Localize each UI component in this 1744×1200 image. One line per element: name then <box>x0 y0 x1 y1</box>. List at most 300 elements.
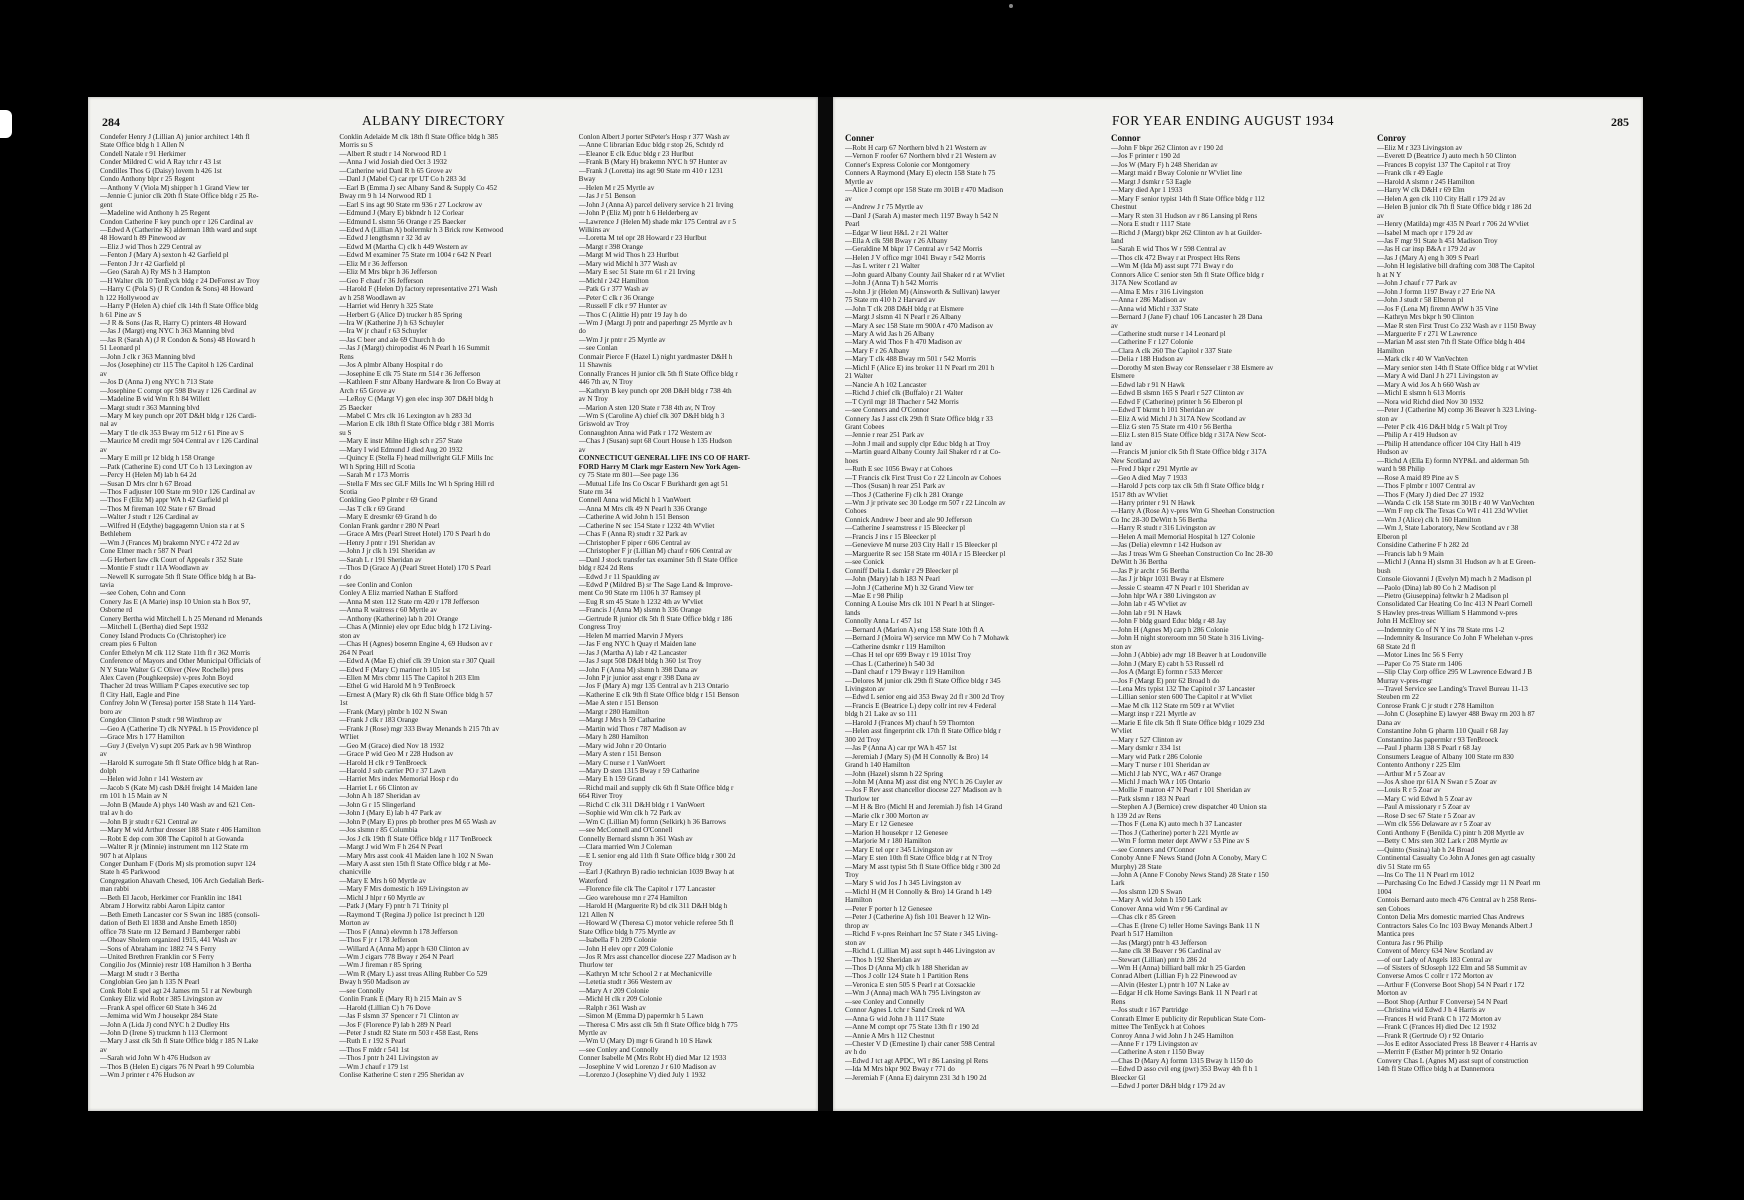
directory-entry: —Mollie F matron 47 N Pearl r 101 Sheridan av <box>1111 786 1251 795</box>
directory-entry: Conley A Eliz married Nathan E Stafford <box>339 589 458 598</box>
directory-entry: —Peter J (Catherine A) fish 101 Beaver h 12 Win- <box>845 913 991 922</box>
directory-entry: —Thos B (Helen E) cigars 76 N Pearl h 99 Columbia <box>100 1062 255 1071</box>
directory-entry: —Harry P (Helen A) chief clk 14th fl State Office bldg <box>100 302 259 311</box>
directory-entry: —Michl r 242 Hamilton <box>578 276 649 285</box>
directory-entry: —Anthony (Katherine) lab h 201 Orange <box>339 614 459 623</box>
directory-entry: —Peter J studt 82 State rm 503 r 458 East, Rens <box>339 1029 479 1038</box>
directory-entry: —Ira W jr chauf r 63 Schuyler <box>339 327 428 336</box>
directory-entry: Conkey Eliz wid Robt r 385 Livingston av <box>100 995 223 1004</box>
directory-entry: Conger Dunham F (Doris M) sls promotion supvr 124 <box>100 859 256 868</box>
directory-entry: —Jas C beer and ale 69 Church h do <box>339 335 445 344</box>
directory-entry: —Wanda C clk 158 State rm 301B r 40 W VanVechten <box>1377 499 1535 508</box>
directory-entry: —John J (Mary E) lab h 47 Park av <box>339 809 442 818</box>
directory-entry: —Harold H clk r 9 TenBroeck <box>339 758 427 767</box>
directory-entry: —Wm C (Lillian M) formn (Selkirk) h 36 Barrows <box>578 817 726 826</box>
directory-entry: Conners A Raymond (Mary E) electn 158 State h 75 <box>845 169 996 178</box>
directory-entry: —Harriet Mrs index Memorial Hosp r do <box>339 775 459 784</box>
directory-entry: —Marie E file clk 5th fl State Office bldg r 1029 23d <box>1111 718 1265 727</box>
directory-entry: —Ralph r 361 Wash av <box>578 1003 646 1012</box>
directory-entry: —Richd J (Margt) bkpr 262 Clinton av h at Guilder- <box>1111 228 1262 237</box>
left-page <box>88 97 818 1111</box>
directory-entry: —Jas (Margt) pntr h 43 Jefferson <box>1111 938 1207 947</box>
directory-entry: Consolidated Car Heating Co Inc 413 N Pearl Cornell <box>1377 600 1533 609</box>
directory-entry: Consumers League of Albany 100 State rm 830 <box>1377 752 1514 761</box>
directory-entry: av <box>845 194 852 203</box>
directory-entry: —Helen J V office mgr 1041 Bway r 542 Morris <box>845 253 986 262</box>
directory-entry: —Peter C clk r 36 Orange <box>578 293 654 302</box>
directory-entry: —Wm J printer r 476 Hudson av <box>100 1071 195 1080</box>
directory-entry: —Thos F mldr r 541 1st <box>339 1045 410 1054</box>
directory-entry: —Michl J lab NYC, WA r 467 Orange <box>1111 769 1222 778</box>
directory-entry: Dana av <box>1377 718 1401 727</box>
directory-entry: —Herbert G (Alice D) trucker h 85 Spring <box>339 310 463 319</box>
directory-entry: h at N Y <box>1377 270 1402 279</box>
directory-entry: Congdon Clinton P studt r 98 Winthrop av <box>100 716 222 725</box>
directory-entry: —Jas F mgr 91 State h 451 Madison Troy <box>1377 236 1498 245</box>
directory-entry: —Purchasing Co Inc Edwd J Cassidy mgr 11 N Pearl rm <box>1377 879 1541 888</box>
directory-entry: —Jos A shoe rpr 61A N Swan r 5 Zoar av <box>1377 777 1497 786</box>
directory-entry: —Thos C (Alittie H) pntr 19 Jay h do <box>578 310 687 319</box>
directory-entry: —Betty C Mrs sten 302 Lark r 208 Myrtle av <box>1377 837 1508 846</box>
directory-entry: —Gertrude R junior clk 5th fl State Office bldg r 186 <box>578 614 733 623</box>
directory-entry: —Anne C librarian Educ bldg r stop 26, Schtdy rd <box>578 141 724 150</box>
directory-entry: —Danl J (Mabel C) car rpr UT Co h 283 3d <box>339 175 466 184</box>
directory-entry: —Chester V D (Ernestine I) chair caner 598 Central <box>845 1040 995 1049</box>
directory-entry: —Richd J chief clk (Buffalo) r 21 Walter <box>845 389 963 398</box>
directory-entry: —Annie A Mrs h 112 Chestnut <box>845 1031 935 1040</box>
directory-entry: Hudson av <box>1377 448 1408 457</box>
directory-entry: —John hlpr WA r 380 Livingston av <box>1111 592 1216 601</box>
directory-entry: —Mary E instr Milne High sch r 257 State <box>339 437 463 446</box>
directory-entry: fl City Hall, Eagle and Pine <box>100 690 180 699</box>
directory-entry: —Jos F printer r 190 2d <box>1111 152 1180 161</box>
directory-entry: —Patk G r 377 Wash av <box>578 285 649 294</box>
directory-entry: —Jos slsmn r 85 Columbia <box>339 826 418 835</box>
directory-entry: —Marion H housekpr r 12 Genesee <box>845 828 948 837</box>
directory-entry: —Catherine A sten r 1150 Bway <box>1111 1048 1205 1057</box>
directory-entry: —Grace A Mrs (Pearl Street Hotel) 170 S Pearl h do <box>339 530 491 539</box>
directory-entry: Condon Catherine F key punch opr r 126 Cardinal av <box>100 217 254 226</box>
directory-entry: —John T clk 208 D&H bldg r at Elsmere <box>845 304 964 313</box>
directory-entry: Grand h 140 Hamilton <box>845 761 910 770</box>
directory-entry: —Edwd M examiner 75 State rm 1004 r 642 N Pearl <box>339 251 492 260</box>
directory-entry: —Marguerite F r 271 W Lawrence <box>1377 329 1477 338</box>
directory-entry: —Helen wid John r 141 Western av <box>100 775 203 784</box>
directory-entry: —Mary M wid Arthur dresser 188 State r 406 Hamilton <box>100 826 261 835</box>
directory-entry: Connors Alice C senior sten 5th fl State Office bldg r <box>1111 270 1264 279</box>
directory-entry: —Travel Service see Landing's Travel Bureau 11-13 <box>1377 685 1528 693</box>
directory-entry: —Thos F (Lena K) auto mech h 37 Lancaster <box>1111 820 1242 829</box>
directory-entry: —Sarah E wid Thos W r 598 Central av <box>1111 245 1226 254</box>
directory-entry: —Marie clk r 300 Morton av <box>845 811 929 820</box>
directory-entry: —Mary E r 12 Genesee <box>845 820 914 829</box>
page-number: 285 <box>1611 115 1629 129</box>
directory-entry: —John G r 15 Slingerland <box>339 800 416 809</box>
directory-entry: —Indemnity Co of N Y ins 78 State rms 1-2 <box>1377 625 1505 634</box>
directory-entry: —Edwd J porter D&H bldg r 179 2d av <box>1111 1082 1226 1091</box>
directory-entry: —Alice J compt opr 158 State rm 301B r 470 Madison <box>845 186 1004 195</box>
directory-entry: Murray v-pres-mgr <box>1377 676 1433 685</box>
directory-entry: —Andrew J r 75 Myrtle av <box>845 203 924 212</box>
directory-entry: —see Connolly <box>339 986 385 995</box>
directory-entry: —Mary C wid Edwd h 5 Zoar av <box>1377 794 1473 803</box>
directory-entry: —Harold J (Frances M) chauf h 59 Thornton <box>845 718 975 727</box>
scan-edge-mark <box>0 110 12 138</box>
directory-entry: —Motor Lines Inc 56 S Ferry <box>1377 651 1464 660</box>
column-heading: Conroy <box>1377 133 1406 143</box>
directory-entry: —Geraldine M bkpr 17 Central av r 542 Morris <box>845 245 983 254</box>
directory-entry: 14th fl State Office bldg h at Dannemora <box>1377 1065 1495 1074</box>
directory-entry: —Jas H car insp B&A r 179 2d av <box>1377 245 1476 254</box>
directory-entry: —Mary h 280 Hamilton <box>578 733 649 742</box>
directory-entry: —Francis lab h 9 Main <box>1377 549 1444 558</box>
directory-entry: —Loretta M tel opr 28 Howard r 23 Hurlbut <box>578 234 707 243</box>
directory-entry: —Michl H (M H Connolly & Bro) 14 Grand h 149 <box>845 887 992 896</box>
directory-entry: —of Sisters of StJoseph 122 Elm and 58 Summit av <box>1377 963 1527 972</box>
directory-entry: —Mary C nurse r 1 VanWoert <box>578 758 666 767</box>
directory-entry: —Edwd J r 11 Spaulding av <box>578 572 660 581</box>
directory-entry: —Jas J treas Wm G Sheehan Construction Co Inc 28-30 <box>1111 549 1273 558</box>
directory-entry: Connell Anna wid Michl h 1 VanWoert <box>578 496 691 505</box>
directory-entry: Coney Island Products Co (Christopher) ice <box>100 631 226 640</box>
directory-entry: dolph <box>100 766 117 775</box>
directory-entry: Conkling Geo P plmbr r 69 Grand <box>339 496 438 505</box>
directory-entry: Livingston av <box>845 685 885 693</box>
directory-entry: 446 7th av, N Troy <box>578 378 633 387</box>
directory-entry: —Mitchell L (Bertha) died Sept 1932 <box>100 623 209 632</box>
directory-entry: —Willard A (Anna M) appr h 630 Clinton av <box>339 944 470 953</box>
directory-entry: Conner Isabelle M (Mrs Robt H) died Mar 12 1933 <box>578 1054 727 1063</box>
directory-entry: ment Co 90 State rm 1106 h 37 Ramsey pl <box>578 589 701 598</box>
directory-entry: —Jas F eng NYC h Quay rl Maiden lane <box>578 640 697 649</box>
directory-entry: —Jas J r 51 Benson <box>578 192 636 201</box>
directory-entry: —Mary A wid John h 150 Lark <box>1111 896 1202 905</box>
directory-entry: —Christopher F jr (Lillian M) chauf r 606 Central av <box>578 547 732 556</box>
directory-entry: —Margt J dsmkr r 53 Eagle <box>1111 177 1192 186</box>
directory-entry: —Jas J (Margt) chiropodist 46 N Pearl h 16 Summit <box>339 344 490 353</box>
directory-entry: —Catherine dsmkr r 119 Hamilton <box>845 642 946 651</box>
directory-entry: —Catherine wid Danl R h 65 Grove av <box>339 166 453 175</box>
directory-entry: —Jas J (Martha A) lab r 42 Lancaster <box>578 648 687 657</box>
directory-entry: —Jacob S (Kate M) cash D&H freight 14 Maiden lane <box>100 783 258 792</box>
directory-entry: —Harold J sub carrier PO r 37 Lawn <box>339 766 446 775</box>
directory-entry: —M H & Bro (Michl H and Jeremiah J) fish 14 Grand <box>845 803 1003 812</box>
directory-entry: —John J jr clk h 191 Sheridan av <box>339 547 436 556</box>
directory-entry: —Jos F (Mary A) mgr 135 Central av h 213 Ontario <box>578 682 729 691</box>
directory-entry: —Chas J (Susan) supt 68 Court House h 135 Hudson <box>578 437 732 446</box>
directory-entry: Mantica pres <box>1377 930 1415 939</box>
directory-entry: —Frank (Mary) plmbr h 102 N Swan <box>339 707 448 716</box>
directory-entry: —Margt M wid Thos h 23 Hurlbut <box>578 251 679 260</box>
directory-entry: —Geo (Sarah A) Ry MS h 3 Hampton <box>100 268 211 277</box>
directory-entry: —Thos F plmbr r 1007 Central av <box>1377 482 1476 491</box>
directory-entry: —see Conners and O'Connor <box>845 406 930 415</box>
directory-entry: —Mutual Life Ins Co Oscar F Burkhardt gen agt 51 <box>578 479 729 488</box>
directory-entry: Conti Anthony F (Benilda C) pintr h 208 Myrtle av <box>1377 828 1525 837</box>
directory-entry: —Margt J wid Wm F h 264 N Pearl <box>339 843 443 852</box>
directory-entry: —LeRoy C (Margt V) gen elec insp 307 D&H bldg h <box>339 395 494 404</box>
directory-entry: —Chas A (Minnie) elev opr Educ bldg h 172 Living- <box>339 623 493 632</box>
directory-entry: —Veronica E sten 505 S Pearl r at Coxsackie <box>845 980 976 989</box>
directory-entry: —Mary J asst clk 5th fl State Office bldg r 185 N Lake <box>100 1037 259 1046</box>
directory-entry: State h 45 Parkwood <box>100 868 160 877</box>
directory-entry: —Robt E dep com 308 The Capitol h at Gowanda <box>100 834 244 843</box>
directory-entry: —Wm R (Mary L) asst treas Alling Rubber Co 529 <box>339 969 488 978</box>
directory-entry: —Mary M asst typist 5th fl State Office bldg r 300 2d <box>845 862 1000 871</box>
directory-entry: —Lorenzo J (Josephine V) died July 1 1932 <box>578 1071 706 1080</box>
directory-entry: —Ethel G wid Harold M h 9 TenBroeck <box>339 682 456 691</box>
directory-entry: —Nora wid Richd died Nov 30 1932 <box>1377 397 1484 406</box>
directory-entry: Troy <box>578 859 593 868</box>
directory-entry: ston av <box>1111 642 1132 651</box>
directory-entry: —Wm J (Alice) clk h 160 Hamilton <box>1377 515 1481 524</box>
directory-entry: —Richd A (Ella E) formn NYP&L and alderman 5th <box>1377 456 1529 465</box>
directory-entry: su S <box>339 428 352 437</box>
directory-entry: —Wm J jr pntr r 25 Myrtle av <box>578 335 666 344</box>
directory-entry: State rm 34 <box>578 488 612 497</box>
directory-entry: Conover Anna wid Wm r 96 Cardinal av <box>1111 904 1228 913</box>
directory-entry: Morton av <box>339 919 370 928</box>
directory-entry: —Francis J ins r 15 Bleecker pl <box>845 532 937 541</box>
directory-entry: —Wm J cigars 778 Bway r 264 N Pearl <box>339 952 454 961</box>
directory-entry: —Richd mail and supply clk 6th fl State Office bldg r <box>578 783 734 792</box>
directory-entry: 300 2d Troy <box>845 735 881 744</box>
directory-entry: bush <box>1377 566 1391 575</box>
directory-entry: —Patk slsmn r 183 N Pearl <box>1111 794 1190 803</box>
directory-entry: —Anna wid Michl r 337 State <box>1111 304 1199 313</box>
directory-entry: 1004 <box>1377 887 1392 896</box>
directory-entry: —Jos E editor Associated Press 18 Beaver r 4 Harris av <box>1377 1040 1538 1049</box>
directory-entry: —Wm M (Ida M) asst supt 771 Bway r do <box>1111 262 1234 271</box>
directory-entry: —Philip H attendance officer 104 City Hall h 419 <box>1377 439 1521 448</box>
directory-entry: —Margt maid r Bway Colonie nr W'vliet line <box>1111 169 1242 178</box>
directory-entry: Console Giovanni J (Evelyn M) mach h 2 Madison pl <box>1377 575 1532 584</box>
directory-entry: —Helen B junior clk 7th fl State Office bldg r 186 2d <box>1377 203 1532 212</box>
directory-entry: Constantino Jas papermkr r 93 TenBroeck <box>1377 735 1498 744</box>
directory-entry: Scotia <box>339 488 358 497</box>
directory-entry: Hamilton <box>1377 346 1405 355</box>
page-number: 284 <box>102 115 120 129</box>
directory-entry: cream pies 6 Fulton <box>100 640 157 649</box>
directory-entry: —John A h 187 Sheridan av <box>339 792 421 801</box>
directory-entry: av <box>100 1045 107 1054</box>
directory-entry: Bway rm 9 h 14 Norwood RD 1 <box>339 192 432 201</box>
directory-entry: —Harry W clk D&H r 69 Elm <box>1377 186 1465 195</box>
directory-entry: —Sarah L r 191 Sheridan av <box>339 555 422 564</box>
directory-entry: av N Troy <box>578 395 608 404</box>
directory-entry: —John P (Mary E) pres pb brother pres M 65 Wash av <box>339 817 497 826</box>
directory-entry: Connaughton Anna wid Patk r 172 Western av <box>578 428 712 437</box>
directory-entry: —Margt r 398 Orange <box>578 242 643 251</box>
directory-entry: —Michl J mach WA r 105 Ontario <box>1111 777 1211 786</box>
directory-entry: Conklin Adelaide M clk 18th fl State Office bldg h 385 <box>339 133 499 141</box>
directory-entry: —Anna J wid Josiah died Oct 3 1932 <box>339 158 447 167</box>
directory-entry: —Edmund L slsmn 56 Orange r 25 Baecker <box>339 217 466 226</box>
directory-entry: —Harry printer r 91 N Hawk <box>1111 499 1196 508</box>
directory-entry: —John P (Eliz M) pntr h 6 Helderberg av <box>578 209 699 218</box>
directory-entry: —Mary A wid Danl J h 271 Livingston av <box>1377 372 1499 381</box>
directory-entry: h 122 Hollywood av <box>100 293 159 302</box>
directory-entry: —Marion E clk 18th fl State Office bldg r 381 Morris <box>339 420 495 429</box>
directory-entry: —Catherine J seamstress r 15 Bleecker pl <box>845 524 966 533</box>
directory-entry: —Mary I wid Edmund J died Aug 20 1932 <box>339 445 463 454</box>
directory-entry: —Marion A sten 120 State r 738 4th av, N Troy <box>578 403 716 412</box>
directory-entry: State Office bldg h 1 Allen N <box>100 141 185 150</box>
directory-entry: —J R & Sons (Jas R, Harry C) printers 48 Howard <box>100 318 247 327</box>
directory-entry: —Chas E (Irene C) teller Home Savings Bank 11 N <box>1111 921 1260 930</box>
directory-entry: —Indemnity & Insurance Co John F Whelehan v-pres <box>1377 634 1533 643</box>
directory-entry: —Edwd J lengthsmn r 32 3d av <box>339 234 431 243</box>
directory-entry: Conference of Mayors and Other Municipal Officials of <box>100 657 261 666</box>
directory-entry: 264 N Pearl <box>339 648 374 657</box>
directory-entry: —Harry R studt r 316 Livingston av <box>1111 524 1216 533</box>
directory-entry: av <box>1111 321 1118 330</box>
directory-column <box>100 133 331 1105</box>
directory-entry: Condell Natale r 91 Herkimer <box>100 149 186 158</box>
directory-entry: —Josephine E clk 75 State rm 514 r 36 Jefferson <box>339 369 481 378</box>
directory-entry: Convent of Mercy 634 New Scotland av <box>1377 947 1494 956</box>
directory-entry: —Jos A plmbr Albany Hospital r do <box>339 361 443 370</box>
directory-entry: —Harold F (Helen D) factory representative 271 Wash <box>339 285 498 294</box>
directory-entry: —Jas T clk r 69 Grand <box>339 504 405 513</box>
directory-entry: DeWitt h 36 Bertha <box>1111 558 1168 567</box>
directory-entry: —Bernard J (Moira W) service mn MW Co h 7 Mohawk <box>845 634 1009 643</box>
directory-entry: —Jos A (Margt E) formn r 533 Mercer <box>1111 668 1223 677</box>
directory-entry: 907 h at Alplaus <box>100 851 147 860</box>
directory-entry: —Wm J jr private sec 30 Lodge rm 507 r 22 Lincoln av <box>845 499 1006 508</box>
directory-entry: —Danl J stock transfer tax examiner 5th fl State Office <box>578 555 738 564</box>
directory-entry: —Kathryn Mrs bkpr h 90 Clinton <box>1377 313 1474 322</box>
directory-entry: —Anna G wid John J h 1117 State <box>845 1014 945 1023</box>
directory-entry: Abram J Horwitz rabbi Aaron Lipitz cantor <box>100 902 225 911</box>
directory-entry: —Margt M studt r 3 Bertha <box>100 969 180 978</box>
directory-entry: —Michl H clk r 209 Colonie <box>578 995 662 1004</box>
directory-entry: —Jas J jr bkpr 1031 Bway r at Elsmere <box>1111 575 1224 584</box>
directory-entry: —Henry J pntr r 191 Sheridan av <box>339 538 436 547</box>
directory-entry: —John J mail and supply clpr Educ bldg h at Troy <box>845 439 990 448</box>
directory-entry: —Eliz M r 36 Jefferson <box>339 259 408 268</box>
directory-entry: —Delores M junior clk 29th fl State Office bldg r 345 <box>845 676 1001 685</box>
directory-entry: Condefer Henry J (Lillian A) junior architect 14th fl <box>100 133 250 141</box>
directory-entry: Conk Robt E spel agt 24 James rm 51 r at Newburgh <box>100 986 252 995</box>
directory-entry: —Chas H (Agnes) bosemn Engine 4, 69 Hudson av r <box>339 640 493 649</box>
directory-entry: —Geo F chauf r 36 Jefferson <box>339 276 424 285</box>
directory-entry: Constantine John G pharm 110 Quail r 68 Jay <box>1377 727 1509 736</box>
directory-entry: —Frances B copyist 137 The Capitol r at Troy <box>1377 160 1511 169</box>
directory-entry: —T Cyril mgr 18 Thacher r 542 Morris <box>845 397 959 406</box>
directory-entry: Conoby Anne F News Stand (John A Conoby, Mary C <box>1111 854 1267 863</box>
directory-entry: Alex Caven (Poughkeepsie) v-pres John Boyd <box>100 674 234 682</box>
directory-entry: —Wm F rep clk The Texas Co WI r 411 23d W'vliet <box>1377 507 1528 516</box>
directory-entry: —Stephen A J (Bernice) crew dispatcher 40 Union sta <box>1111 803 1267 812</box>
directory-entry: —Nora E studt r 1117 State <box>1111 220 1191 229</box>
directory-entry: 121 Allen N <box>578 910 614 919</box>
directory-entry: —Jos F (Florence P) lab h 289 N Pearl <box>339 1020 452 1029</box>
directory-entry: Connor Agnes L tchr r Sand Creek rd WA <box>845 1006 966 1015</box>
directory-entry: —Howard W (Theresa C) motor vehicle referee 5th fl <box>578 919 734 928</box>
directory-entry: —Eug R sm 45 State h 1232 4th av W'vliet <box>578 597 703 606</box>
directory-entry: —Edwd A (Catherine K) alderman 18th ward and supt <box>100 225 257 234</box>
directory-entry: —Anthony V (Viola M) shipper h 1 Grand View ter <box>100 183 250 192</box>
directory-entry: Conrath Elmer E publicity dir Republican State Com- <box>1111 1014 1266 1023</box>
directory-entry: —Chas L (Catherine) h 540 3d <box>845 659 934 668</box>
directory-entry: —Mary T nurse r 101 Sheridan av <box>1111 761 1210 770</box>
directory-entry: —see McConnell and O'Connell <box>578 826 673 835</box>
directory-entry: —Thos F (Eliz M) appr WA h 42 Garfield pl <box>100 496 229 505</box>
directory-entry: —Mary A sec 158 State rm 900A r 470 Madison av <box>845 321 994 330</box>
directory-entry: —Jas F slsmn 37 Spencer r 71 Clinton av <box>339 1012 459 1021</box>
directory-entry: —Mary dsmkr r 334 1st <box>1111 744 1181 753</box>
directory-entry: ston av <box>339 631 360 640</box>
directory-entry: Bway h 950 Madison av <box>339 978 410 987</box>
directory-entry: —Percy H (Helen M) lab h 64 2d <box>100 471 197 480</box>
directory-entry: h 139 2d av Rens <box>1111 811 1161 820</box>
directory-entry: —Geo A (Catherine T) clk NYP&L h 15 Providence pl <box>100 724 259 733</box>
directory-entry: —Frank J (Loretta) ins agt 90 State rm 410 r 1231 <box>578 166 724 175</box>
directory-entry: —Jeremiah J (Mary S) (M H Connolly & Bro) 14 <box>845 752 989 761</box>
directory-entry: —Chas clk r 85 Green <box>1111 913 1176 922</box>
directory-entry: —Edwd T bkrmt h 101 Sheridan av <box>1111 406 1214 415</box>
directory-entry: Connelly Bernard slsmn h 361 Wash av <box>578 834 693 843</box>
directory-entry: —John lab r 91 N Hawk <box>1111 608 1182 617</box>
directory-columns <box>100 133 810 1105</box>
directory-entry: Conlin Frank E (Mary R) h 215 Main av S <box>339 995 462 1004</box>
directory-entry: —Thos J collr 124 State h 1 Partition Rens <box>845 972 969 981</box>
directory-entry: —Rose A maid 89 Pine av S <box>1377 473 1459 482</box>
directory-entry: —Thos F (Mary J) died Dec 27 1932 <box>1377 490 1484 499</box>
directory-column <box>339 133 570 1105</box>
directory-entry: —Anna R waitress r 60 Myrtle av <box>339 606 438 615</box>
directory-entry: —H Walter clk 10 TenEyck bldg r 24 DeForest av Troy <box>100 276 260 285</box>
directory-entry: —Anna r 286 Madison av <box>1111 296 1187 305</box>
directory-entry: —Nancie A h 102 Lancaster <box>845 380 927 389</box>
directory-entry: W'vliet <box>1111 727 1132 736</box>
directory-entry: Chestnut <box>1111 203 1137 212</box>
directory-entry: Congilio Jos (Minnie) restr 108 Hamilton h 3 Bertha <box>100 961 252 970</box>
directory-entry: —Eliz L sten 815 State Office bldg r 317A New Scot- <box>1111 431 1267 440</box>
directory-entry: —Arthur F (Converse Boot Shop) 54 N Pearl r 172 <box>1377 980 1525 989</box>
directory-entry: —John A (Lida J) cond NYC h 2 Dudley Hts <box>100 1020 230 1029</box>
directory-entry: —see Conlan <box>578 344 618 353</box>
directory-entry: —Arthur M r 5 Zoar av <box>1377 769 1446 778</box>
directory-entry: Wilkins av <box>578 225 610 234</box>
directory-entry: —Kathleen F stnr Albany Hardware & Iron Co Bway at <box>339 378 501 387</box>
directory-entry: —Mary T clk 488 Bway rm 501 r 542 Morris <box>845 355 976 364</box>
directory-entry: —Kathryn M tchr School 2 r at Mechanicville <box>578 969 712 978</box>
directory-entry: —Richd C clk 311 D&H bldg r 1 VanWoert <box>578 800 705 809</box>
directory-entry: —Francis E (Beatrice L) depy collr int rev 4 Federal <box>845 701 997 710</box>
directory-entry: —Delia r 188 Hudson av <box>1111 355 1184 364</box>
directory-entry: sen Cohoes <box>1377 904 1410 913</box>
directory-entry: rm 101 h 15 Main av N <box>100 792 168 801</box>
directory-entry: —Peter P clk 416 D&H bldg r 5 Walt pl Troy <box>1377 422 1508 431</box>
directory-entry: —Wm J chauf r 179 1st <box>339 1062 409 1071</box>
directory-entry: —Frank J (Rose) mgr 333 Bway Menands h 215 7th av <box>339 724 500 733</box>
directory-entry: chanicville <box>339 868 371 877</box>
directory-entry: bldg r 824 2d Rens <box>578 564 634 573</box>
directory-entry: —Martin wid Thos r 787 Madison av <box>578 724 687 733</box>
directory-entry: 25 Baecker <box>339 403 372 412</box>
directory-entry: —Chas D (Mary A) formn 1315 Bway h 1150 do <box>1111 1056 1253 1065</box>
directory-entry: —Slip Clay Corp office 295 W Lawrence Edward J B <box>1377 668 1533 677</box>
directory-entry: —Letetia studt r 366 Western av <box>578 978 672 987</box>
directory-entry: —Mary S wid Jos J h 345 Livingston av <box>845 879 962 888</box>
directory-entry: Condilles Thos G (Daisy) lovem h 426 1st <box>100 166 222 175</box>
directory-entry: —Helen M r 25 Myrtle av <box>578 183 655 192</box>
directory-entry: —Wm J (Frances M) brakemn NYC r 472 2d av <box>100 538 240 547</box>
directory-entry: —Stella F Mrs sec GLF Mills Inc Wl h Spring Hill rd <box>339 479 494 488</box>
directory-entry: —Mary A wid Jos A h 660 Wash av <box>1377 380 1480 389</box>
